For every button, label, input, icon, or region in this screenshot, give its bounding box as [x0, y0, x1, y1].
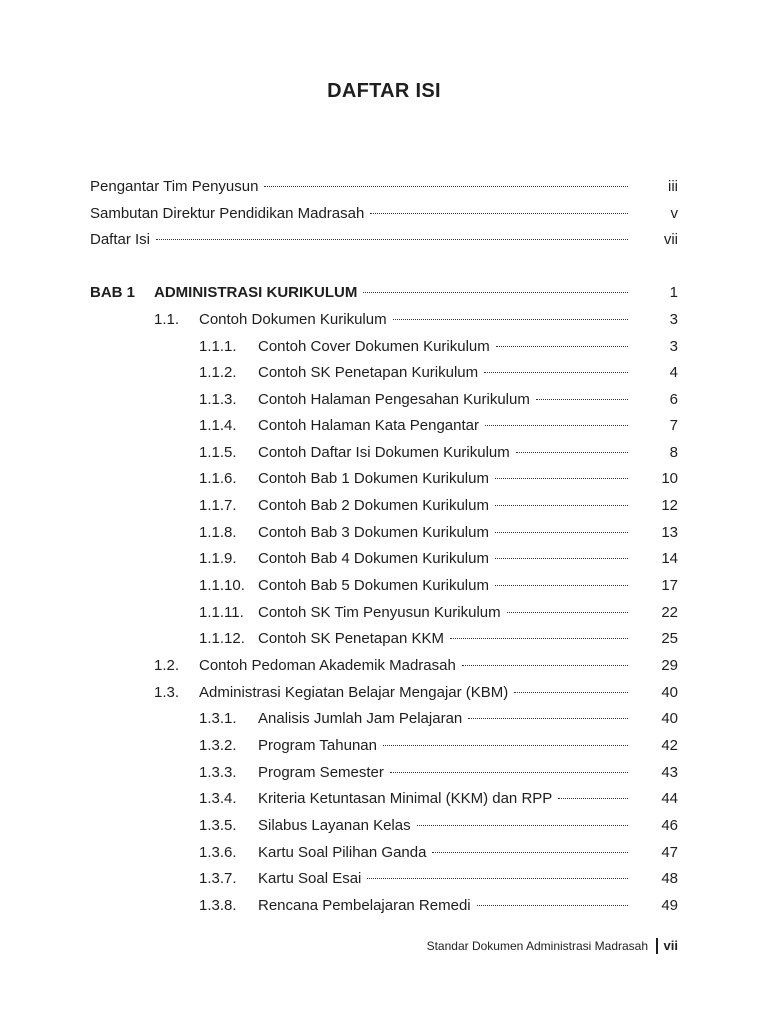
toc-entry-page: 25: [661, 630, 678, 647]
toc-subsection-entry[interactable]: [0, 626, 768, 652]
page-footer: [427, 936, 678, 956]
toc-entry-title: Rencana Pembelajaran Remedi: [258, 893, 630, 919]
toc-entry-page: 47: [661, 844, 678, 861]
toc-entry[interactable]: [0, 174, 768, 200]
toc-chapter-entry[interactable]: [0, 280, 768, 306]
section-number: 1.1.7.: [199, 497, 237, 514]
toc-entry-page: 12: [661, 497, 678, 514]
toc-entry-title: Contoh SK Penetapan Kurikulum: [258, 360, 630, 386]
toc-subsection-entry[interactable]: [0, 733, 768, 759]
toc-entry-page: 3: [669, 311, 678, 328]
toc-section-entry[interactable]: [0, 680, 768, 706]
dot-leader: [462, 665, 628, 666]
toc-entry-page: 40: [661, 710, 678, 727]
toc-entry-page: 14: [661, 550, 678, 567]
section-number: 1.1.12.: [199, 630, 245, 647]
chapter-label: BAB 1: [90, 284, 136, 301]
toc-subsection-entry[interactable]: [0, 493, 768, 519]
section-number: 1.2.: [154, 657, 180, 674]
toc-entry-page: 1: [669, 284, 678, 301]
toc-subsection-entry[interactable]: [0, 520, 768, 546]
section-number: 1.1.9.: [199, 550, 237, 567]
toc-entry-title: Pengantar Tim Penyusun: [90, 174, 630, 200]
toc-entry-page: 46: [661, 817, 678, 834]
toc-subsection-entry[interactable]: [0, 760, 768, 786]
section-number: 1.1.4.: [199, 417, 237, 434]
footer-divider: [656, 938, 658, 954]
toc-entry-page: 40: [661, 684, 678, 701]
dot-leader: [370, 213, 628, 214]
section-number: 1.1.11.: [199, 604, 244, 621]
dot-leader: [558, 798, 628, 799]
toc-entry-title: Kartu Soal Pilihan Ganda: [258, 840, 630, 866]
section-number: 1.3.6.: [199, 844, 237, 861]
toc-subsection-entry[interactable]: [0, 573, 768, 599]
toc-entry-page: v: [670, 205, 678, 222]
toc-entry-page: iii: [668, 178, 678, 195]
toc-subsection-entry[interactable]: [0, 813, 768, 839]
dot-leader: [264, 186, 628, 187]
toc-entry-title: Administrasi Kegiatan Belajar Mengajar (KBM): [199, 680, 630, 706]
toc-subsection-entry[interactable]: [0, 866, 768, 892]
dot-leader: [393, 319, 628, 320]
toc-entry-page: 7: [669, 417, 678, 434]
dot-leader: [514, 692, 628, 693]
toc-entry-title: Contoh Bab 5 Dokumen Kurikulum: [258, 573, 630, 599]
toc-entry-title: Program Tahunan: [258, 733, 630, 759]
toc-subsection-entry[interactable]: [0, 466, 768, 492]
toc-subsection-entry[interactable]: [0, 360, 768, 386]
toc-entry-page: 42: [661, 737, 678, 754]
dot-leader: [156, 239, 628, 240]
footer-page-number: vii: [663, 938, 678, 953]
toc-entry-title: Contoh Bab 1 Dokumen Kurikulum: [258, 466, 630, 492]
section-number: 1.3.5.: [199, 817, 237, 834]
toc-entry-page: vii: [663, 231, 678, 248]
toc-entry[interactable]: [0, 227, 768, 253]
dot-leader: [495, 558, 628, 559]
section-number: 1.1.1.: [199, 338, 237, 355]
toc-subsection-entry[interactable]: [0, 600, 768, 626]
dot-leader: [516, 452, 628, 453]
dot-leader: [484, 372, 628, 373]
dot-leader: [477, 905, 628, 906]
section-number: 1.3.3.: [199, 764, 237, 781]
toc-entry-title: Contoh Cover Dokumen Kurikulum: [258, 334, 630, 360]
toc-subsection-entry[interactable]: [0, 440, 768, 466]
toc-entry-title: Silabus Layanan Kelas: [258, 813, 630, 839]
toc-entry-title: Analisis Jumlah Jam Pelajaran: [258, 706, 630, 732]
dot-leader: [495, 585, 628, 586]
toc-entry-title: Sambutan Direktur Pendidikan Madrasah: [90, 201, 630, 227]
section-number: 1.1.3.: [199, 391, 237, 408]
toc-subsection-entry[interactable]: [0, 546, 768, 572]
section-number: 1.1.6.: [199, 470, 237, 487]
toc-subsection-entry[interactable]: [0, 706, 768, 732]
section-number: 1.3.8.: [199, 897, 237, 914]
dot-leader: [363, 292, 628, 293]
toc-entry-title: Daftar Isi: [90, 227, 630, 253]
page-title: DAFTAR ISI: [327, 80, 441, 102]
dot-leader: [383, 745, 628, 746]
dot-leader: [432, 852, 628, 853]
dot-leader: [495, 505, 628, 506]
section-number: 1.3.2.: [199, 737, 237, 754]
section-number: 1.3.: [154, 684, 180, 701]
dot-leader: [468, 718, 628, 719]
dot-leader: [450, 638, 628, 639]
toc-entry-title: Contoh Halaman Pengesahan Kurikulum: [258, 387, 630, 413]
toc-subsection-entry[interactable]: [0, 413, 768, 439]
toc-entry-page: 4: [669, 364, 678, 381]
toc-entry-title: Kartu Soal Esai: [258, 866, 630, 892]
toc-entry-title: Contoh Pedoman Akademik Madrasah: [199, 653, 630, 679]
section-number: 1.1.8.: [199, 524, 237, 541]
section-number: 1.3.7.: [199, 870, 237, 887]
toc-entry-title: Contoh Dokumen Kurikulum: [199, 307, 630, 333]
footer-title: Standar Dokumen Administrasi Madrasah: [426, 939, 649, 953]
section-number: 1.1.: [154, 311, 180, 328]
dot-leader: [495, 478, 628, 479]
dot-leader: [390, 772, 628, 773]
dot-leader: [485, 425, 628, 426]
toc-entry-page: 44: [661, 790, 678, 807]
toc-entry-page: 49: [661, 897, 678, 914]
toc-entry-page: 29: [661, 657, 678, 674]
toc-entry-page: 10: [661, 470, 678, 487]
toc-entry-title: Contoh SK Tim Penyusun Kurikulum: [258, 600, 630, 626]
toc-entry-page: 48: [661, 870, 678, 887]
section-number: 1.1.5.: [199, 444, 237, 461]
toc-subsection-entry[interactable]: [0, 334, 768, 360]
dot-leader: [367, 878, 628, 879]
toc-entry-page: 13: [661, 524, 678, 541]
toc-entry-page: 22: [661, 604, 678, 621]
toc-subsection-entry[interactable]: [0, 893, 768, 919]
toc-entry-page: 43: [661, 764, 678, 781]
toc-subsection-entry[interactable]: [0, 786, 768, 812]
toc-entry[interactable]: [0, 201, 768, 227]
toc-entry-title: Contoh Halaman Kata Pengantar: [258, 413, 630, 439]
toc-section-entry[interactable]: [0, 307, 768, 333]
dot-leader: [495, 532, 628, 533]
toc-entry-title: ADMINISTRASI KURIKULUM: [154, 280, 630, 306]
toc-entry-title: Contoh Bab 3 Dokumen Kurikulum: [258, 520, 630, 546]
dot-leader: [496, 346, 628, 347]
toc-entry-page: 6: [669, 391, 678, 408]
section-number: 1.1.10.: [199, 577, 245, 594]
toc-entry-title: Contoh Bab 4 Dokumen Kurikulum: [258, 546, 630, 572]
toc-section-entry[interactable]: [0, 653, 768, 679]
toc-entry-title: Kriteria Ketuntasan Minimal (KKM) dan RPP: [258, 786, 630, 812]
toc-subsection-entry[interactable]: [0, 387, 768, 413]
dot-leader: [507, 612, 628, 613]
toc-entry-title: Contoh Daftar Isi Dokumen Kurikulum: [258, 440, 630, 466]
toc-entry-title: Contoh SK Penetapan KKM: [258, 626, 630, 652]
toc-entry-page: 17: [661, 577, 678, 594]
section-number: 1.3.1.: [199, 710, 237, 727]
toc-entry-page: 8: [669, 444, 678, 461]
dot-leader: [536, 399, 628, 400]
toc-subsection-entry[interactable]: [0, 840, 768, 866]
section-number: 1.3.4.: [199, 790, 237, 807]
dot-leader: [417, 825, 628, 826]
toc-entry-title: Contoh Bab 2 Dokumen Kurikulum: [258, 493, 630, 519]
section-number: 1.1.2.: [199, 364, 237, 381]
toc-entry-title: Program Semester: [258, 760, 630, 786]
toc-entry-page: 3: [669, 338, 678, 355]
